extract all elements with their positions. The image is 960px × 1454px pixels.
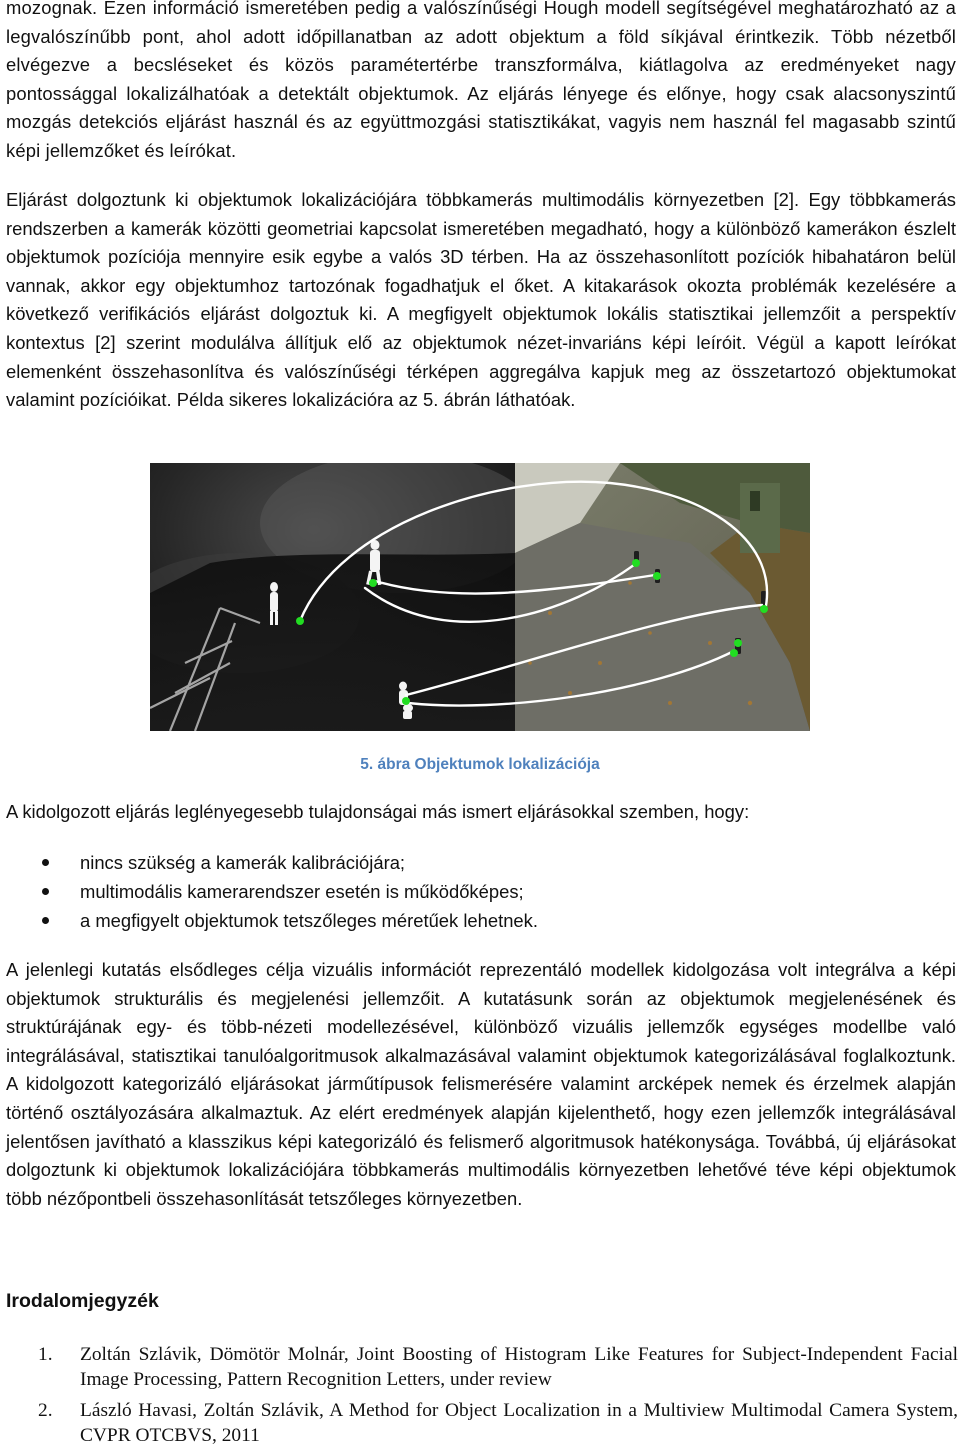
list-item-text: multimodális kamerarendszer esetén is működőképes; [80,881,524,902]
list-item [30,906,930,935]
paragraph-hough-model: mozognak. Ezen információ ismeretében pedig a valószínűségi Hough modell segítségével meghatározható az a legvalószínűbb pont, ahol adott időpillanatban az adott objektum a föld síkjával érintkezik. Több nézetből elvégezve a becsléseket és közös paramétertérbe transzformálva, kiátlagolva az eredményeket nagy pontossággal lokalizálhatóak a detektált objektumok. Az eljárás lényege és előnye, hogy csak alacsonyszintű mozgás detekciós eljárást használ és az együttmozgási statisztikákat, vagyis nem használ fel magasabb szintű képi jellemzőket és leírókat. [6,0,956,161]
thermal-camera-view [150,463,540,731]
bullet-icon [42,888,49,895]
list-item [30,848,930,877]
properties-list [30,848,930,935]
reference-text: Zoltán Szlávik, Dömötör Molnár, Joint Boosting of Histogram Like Features for Subject-Independent Facial Image Processing, Pattern Recognition Letters, under review [80,1344,958,1390]
reference-item [38,1342,958,1392]
reference-number: 1. [38,1344,53,1365]
paragraph-research-goals: A jelenlegi kutatás elsődleges célja vizuális információt reprezentáló modellek kidolgozása volt integrálva a képi objektumok strukturális és megjelenési jellemzőit. A kutatásunk során az objektumok megjelenésének és struktúrájának egy- és több-nézeti modellezésével, különböző vizuális jellemzők egységes modellbe való integrálásával, statisztikai tanulóalgoritmusok alkalmazásával valamint objektumok kategorizálásával foglalkoztunk. A kidolgozott kategorizáló eljárásokat járműtípusok felismerésére valamint arcképek nemek és érzelmek alapján történő osztályozására alkalmaztuk. Az elért eredmények alapján kijelenthető, hogy ezen jellemzők integrálásával jelentősen javítható a klasszikus képi kategorizáló és felismerő algoritmusok hatékonysága. Továbbá, új eljárásokat dolgoztunk ki objektumok lokalizációjára többkamerás multimodális környezetben lehetővé téve képi objektumok több nézőpontbeli összehasonlítását tetszőleges környezetben. [6,959,956,1209]
reference-text: László Havasi, Zoltán Szlávik, A Method for Object Localization in a Multiview Multimodal Camera System, CVPR OTCBVS, 2011 [80,1400,958,1446]
references-list [38,1342,958,1454]
bullet-icon [42,859,49,866]
paragraph-properties-intro: A kidolgozott eljárás leglényegesebb tulajdonságai más ismert eljárásokkal szemben, hogy: [6,801,750,822]
figure-caption: 5. ábra Objektumok lokalizációja [360,756,600,773]
reference-number: 2. [38,1400,53,1421]
list-item [30,877,930,906]
paragraph-multiview-localization: Eljárást dolgoztunk ki objektumok lokalizációjára többkamerás multimodális környezetben [2]. Egy többkamerás rendszerben a kamerák közötti geometriai kapcsolat ismeretében megadható, hogy a különböző kamerákon észlelt objektumok pozíciója mennyire esik egybe a valós 3D térben. Ha az összehasonlított pozíciók hibahatáron belül vannak, akkor egy objektumhoz tartozónak fogadhatjuk el őket. A kitakarások okozta problémák kezelésére a következő verifikációs eljárást dolgoztuk ki. A megfigyelt objektumok lokális statisztikai jellemzőit a perspektív kontextus [2] szerint modulálva állítjuk elő az objektumok nézet-invariáns képi leíróit. Végül a kapott leírókat elemenként összehasonlítva és valószínűségi térképen aggregálva kapjuk meg az összetartozó objektumokat valamint pozícióikat. Példa sikeres lokalizációra az 5. ábrán láthatóak. [6,189,956,411]
bullet-icon [42,917,49,924]
figure-image [150,463,810,731]
figure-object-localization [150,463,810,731]
references-heading: Irodalomjegyzék [6,1290,159,1312]
list-item-text: a megfigyelt objektumok tetszőleges méretűek lehetnek. [80,910,538,931]
reference-item [38,1398,958,1448]
list-item-text: nincs szükség a kamerák kalibrációjára; [80,852,406,873]
